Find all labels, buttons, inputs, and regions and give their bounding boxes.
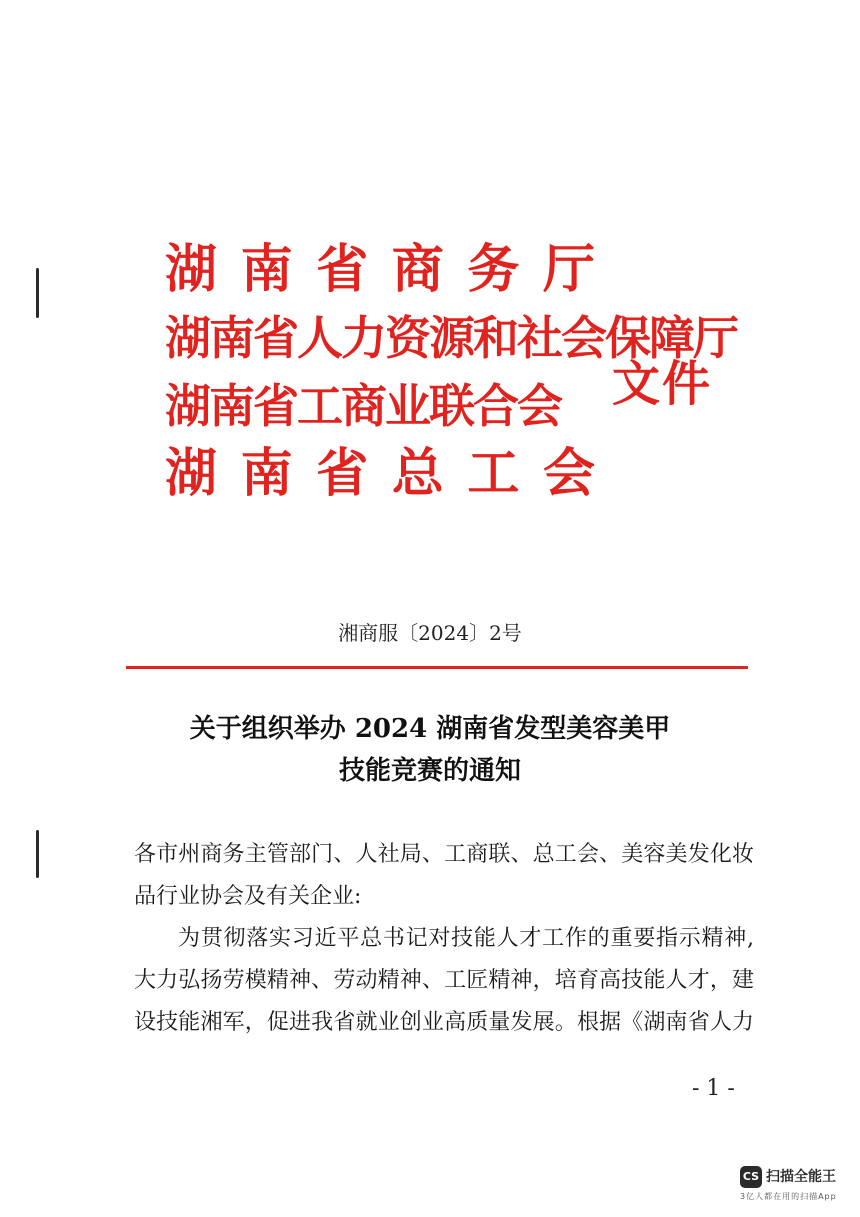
- body-line: 品行业协会及有关企业:: [134, 884, 362, 909]
- binding-mark: [36, 830, 39, 878]
- document-number: 湘商服〔2024〕2号: [338, 621, 522, 645]
- title-line-1: 关于组织举办 2024 湖南省发型美容美甲: [189, 714, 671, 744]
- header-char: 厅: [542, 239, 595, 300]
- header-char: 省: [316, 443, 369, 504]
- header-char: 湖: [165, 443, 218, 504]
- scanner-watermark: [740, 1166, 852, 1206]
- red-divider: [126, 666, 748, 669]
- header-char: 商: [391, 239, 444, 300]
- body-line: 设技能湘军，促进我省就业创业高质量发展。根据《湖南省人力: [134, 1010, 754, 1035]
- binding-mark: [36, 268, 39, 318]
- org-line-hrss: 湖南省人力资源和社会保障厅: [165, 311, 737, 365]
- header-char: 南: [240, 443, 293, 504]
- header-char: 湖: [165, 239, 218, 300]
- document-suffix: 文件: [612, 356, 713, 412]
- header-char: 会: [542, 443, 595, 504]
- watermark-tagline: 3亿人都在用的扫描App: [740, 1192, 837, 1201]
- body-line: 各市州商务主管部门、人社局、工商联、总工会、美容美发化妆: [134, 842, 754, 867]
- header-char: 务: [467, 239, 520, 300]
- header-char: 省: [316, 239, 369, 300]
- watermark-name: 扫描全能王: [766, 1169, 836, 1185]
- org-line-union: [165, 440, 595, 508]
- org-line-commerce: [165, 236, 595, 304]
- header-char: 总: [391, 443, 444, 504]
- header-char: 南: [240, 239, 293, 300]
- title-line-2: 技能竞赛的通知: [338, 756, 521, 786]
- page-number: - 1 -: [692, 1076, 735, 1101]
- document-body: [134, 834, 754, 1044]
- header-char: 工: [467, 443, 520, 504]
- body-line: 大力弘扬劳模精神、劳动精神、工匠精神，培育高技能人才，建: [134, 968, 754, 993]
- document-title: [0, 708, 860, 792]
- camscanner-logo-icon: CS: [740, 1166, 762, 1188]
- body-line: 为贯彻落实习近平总书记对技能人才工作的重要指示精神,: [178, 926, 754, 951]
- org-line-federation: 湖南省工商业联合会: [165, 379, 561, 433]
